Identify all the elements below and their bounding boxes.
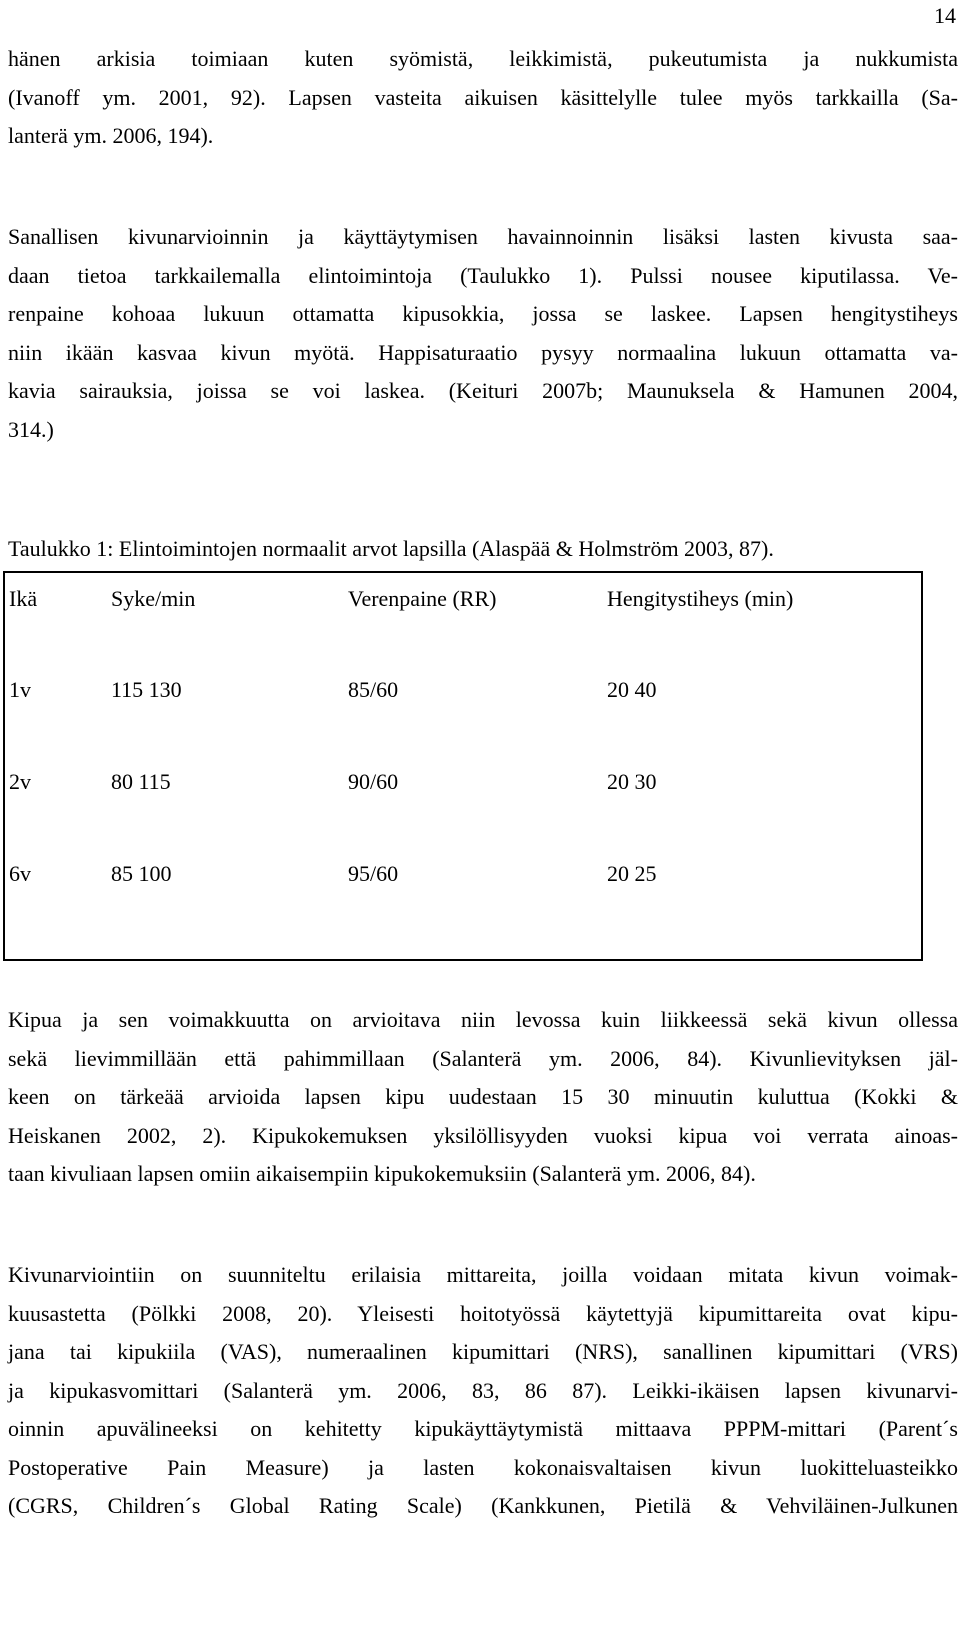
column-header-age: Ikä: [9, 586, 38, 611]
table-cell: 6v: [9, 861, 31, 886]
text-line: (Ivanoff ym. 2001, 92). Lapsen vasteita aikuisen käsittelylle tulee myös tarkkailla (Sa-: [8, 84, 958, 110]
text-line: Postoperative Pain Measure) ja lasten kokonaisvaltaisen kivun luokitteluasteikko: [8, 1454, 958, 1480]
paragraph-4: [8, 1256, 958, 1526]
text-line: lanterä ym. 2006, 194).: [8, 123, 214, 148]
text-line: kuusastetta (Pölkki 2008, 20). Yleisesti hoitotyössä käytettyjä kipumittareita ovat kipu-: [8, 1300, 958, 1326]
text-line: taan kivuliaan lapsen omiin aikaisempiin kipukokemuksiin (Salanterä ym. 2006, 84).: [8, 1161, 756, 1186]
text-line: (CGRS, Children´s Global Rating Scale) (Kankkunen, Pietilä & Vehviläinen-Julkunen: [8, 1493, 958, 1518]
column-header-blood-pressure: Verenpaine (RR): [348, 586, 497, 611]
table-cell: 20 30: [607, 769, 657, 794]
table-cell: 95/60: [348, 861, 399, 886]
table-row: [4, 756, 922, 848]
table-header-row: [4, 572, 922, 664]
paragraph-1: [8, 40, 958, 156]
paragraph-3: [8, 1001, 958, 1194]
text-line: keen on tärkeää arvioida lapsen kipu uudestaan 15 30 minuutin kuluttua (Kokki &: [8, 1084, 958, 1109]
text-line: niin ikään kasvaa kivun myötä. Happisaturaatio pysyy normaalina lukuun ottamatta va-: [8, 339, 958, 365]
text-line: renpaine kohoaa lukuun ottamatta kipusokkia, jossa se laskee. Lapsen hengitystiheys: [8, 301, 958, 326]
table-caption: Taulukko 1: Elintoimintojen normaalit arvot lapsilla (Alaspää & Holmström 2003, 87).: [8, 536, 774, 561]
paragraph-2: [8, 218, 958, 449]
vital-signs-table: [3, 571, 923, 961]
text-line: Kipua ja sen voimakkuutta on arvioitava niin levossa kuin liikkeessä sekä kivun ollessa: [8, 1007, 958, 1032]
table-cell: 2v: [9, 769, 31, 794]
table-cell: 1v: [9, 677, 31, 702]
text-line: kavia sairauksia, joissa se voi laskea. (Keituri 2007b; Maunuksela & Hamunen 2004,: [8, 378, 958, 403]
text-line: jana tai kipukiila (VAS), numeraalinen kipumittari (NRS), sanallinen kipumittari (VRS): [8, 1339, 958, 1364]
text-line: Sanallisen kivunarvioinnin ja käyttäytymisen havainnoinnin lisäksi lasten kivusta saa-: [8, 224, 958, 249]
page-number: 14: [934, 3, 956, 28]
text-line: hänen arkisia toimiaan kuten syömistä, leikkimistä, pukeutumista ja nukkumista: [8, 46, 958, 71]
table-cell: 20 25: [607, 861, 657, 886]
text-line: Heiskanen 2002, 2). Kipukokemuksen yksilöllisyyden vuoksi kipua voi verrata ainoas-: [8, 1122, 958, 1148]
column-header-respiratory-rate: Hengitystiheys (min): [607, 586, 794, 611]
text-line: oinnin apuvälineeksi on kehitetty kipukäyttäytymistä mittaava PPPM-mittari (Parent´s: [8, 1416, 958, 1441]
text-line: daan tietoa tarkkailemalla elintoimintoja (Taulukko 1). Pulssi nousee kiputilassa. Ve-: [8, 262, 958, 288]
text-line: ja kipukasvomittari (Salanterä ym. 2006, 83, 86 87). Leikki-ikäisen lapsen kivunarvi-: [8, 1377, 958, 1403]
text-line: 314.): [8, 416, 54, 442]
column-header-heart-rate: Syke/min: [111, 586, 196, 611]
table-row: [4, 848, 922, 960]
table-cell: 90/60: [348, 769, 399, 794]
table-row: [4, 664, 922, 756]
text-line: sekä lievimmillään että pahimmillaan (Salanterä ym. 2006, 84). Kivunlievityksen jäl-: [8, 1045, 958, 1071]
table-cell: 115 130: [111, 677, 182, 702]
table-cell: 20 40: [607, 677, 657, 702]
table-cell: 85 100: [111, 861, 172, 886]
text-line: Kivunarviointiin on suunniteltu erilaisia mittareita, joilla voidaan mitata kivun voimak-: [8, 1262, 958, 1287]
table-cell: 85/60: [348, 677, 399, 702]
table-cell: 80 115: [111, 769, 171, 794]
